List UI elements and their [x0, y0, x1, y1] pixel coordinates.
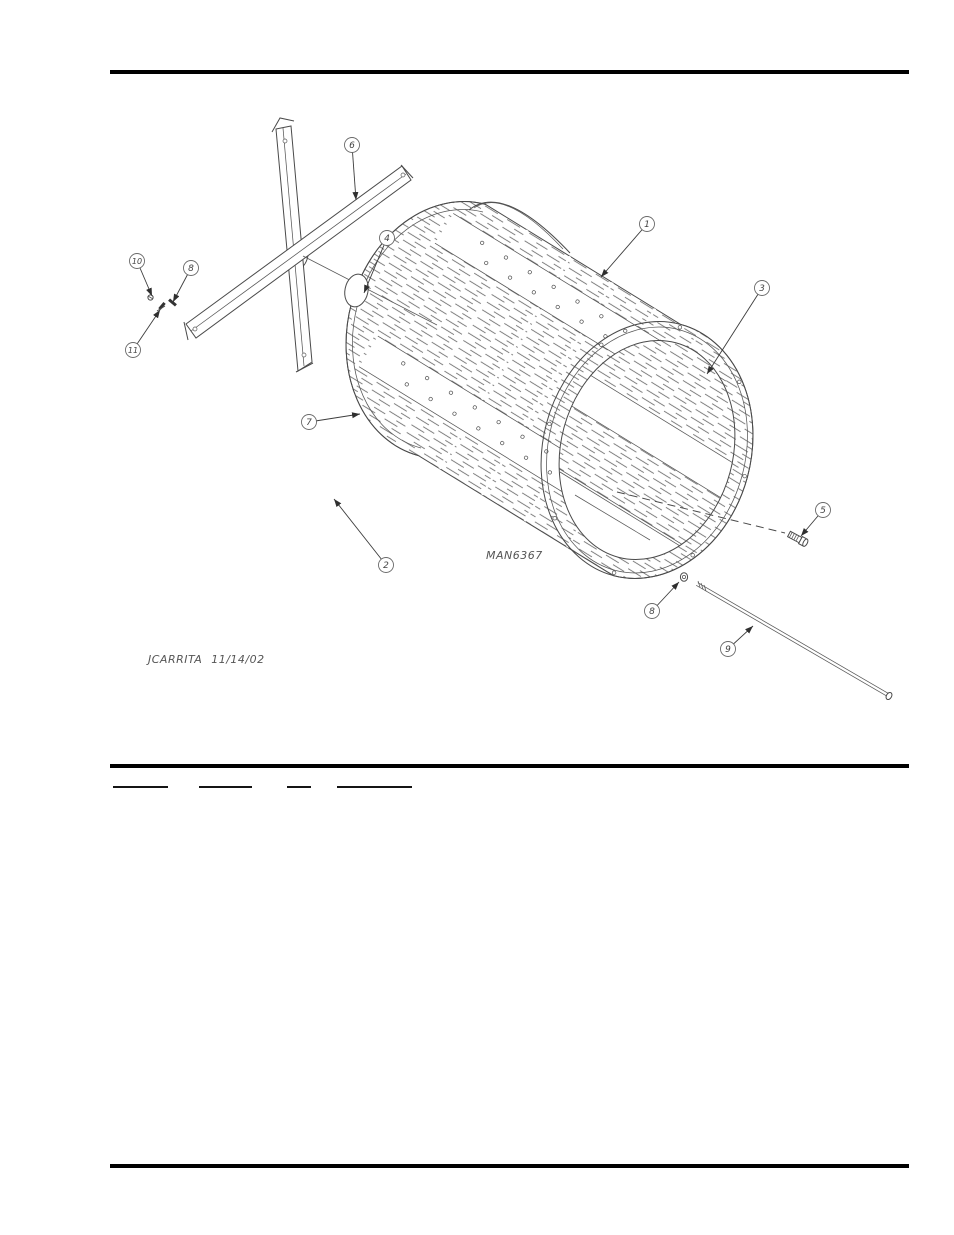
callout-11-label: 11: [127, 346, 139, 355]
callout-9-label: 9: [725, 645, 731, 656]
fill-in-underline-1: [113, 786, 168, 788]
callout-2: [379, 558, 394, 573]
callout-1: [640, 217, 655, 232]
rod-part9: [696, 581, 893, 701]
callout-8b-label: 8: [649, 607, 655, 618]
washer-part8: [680, 573, 687, 582]
left-fastener-group: [148, 295, 177, 311]
callout-4-label: 4: [384, 234, 390, 245]
callout-8b: [645, 604, 660, 619]
callout-9: [721, 642, 736, 657]
bottom-rule: [110, 1164, 909, 1168]
callout-1-label: 1: [644, 220, 650, 231]
callout-3: [755, 281, 770, 296]
callout-5: [816, 503, 831, 518]
fill-in-underline-3: [287, 786, 311, 788]
callout-5-label: 5: [820, 506, 826, 517]
callout-3-label: 3: [759, 284, 765, 295]
callout-6-label: 6: [349, 141, 355, 152]
callout-6: [345, 138, 360, 153]
callout-7: [302, 415, 317, 430]
callout-8: [184, 261, 199, 276]
callout-11: [126, 343, 141, 358]
callout-10-label: 10: [131, 257, 143, 266]
callout-10: [130, 254, 145, 269]
basket-drum-drawing: [332, 186, 810, 668]
callout-2-label: 2: [383, 561, 389, 572]
fill-in-underline-2: [199, 786, 252, 788]
author-credit: JCARRITA 11/14/02: [148, 653, 265, 666]
bolt-part5: [787, 530, 809, 547]
drawing-number: MAN6367: [486, 549, 543, 562]
middle-rule: [110, 764, 909, 768]
callout-4: [380, 231, 395, 246]
callout-7-label: 7: [306, 418, 312, 429]
callout-8-label: 8: [188, 264, 194, 275]
fill-in-underline-4: [337, 786, 412, 788]
